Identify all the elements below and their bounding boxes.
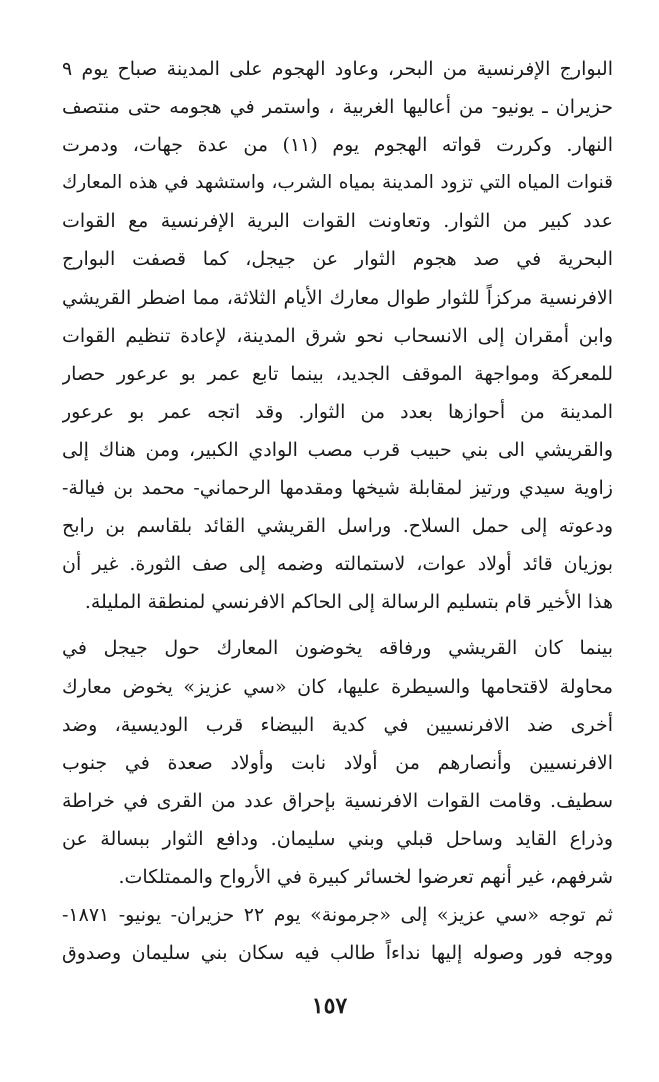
text-line: والقريشي الى بني حبيب قرب مصب الوادي الكبير، ومن هناك إلى [62, 438, 613, 461]
text-line: وذراع القايد وساحل قبلي وبني سليمان. ودافع الثوار ببسالة عن [62, 827, 613, 850]
paragraph-spacer [62, 621, 613, 629]
text-line: أخرى ضد الافرنسيين في كدية البيضاء قرب الوديسية، وضد [62, 713, 613, 736]
text-line: سطيف. وقامت القوات الافرنسية بإحراق عدد من القرى في خراطة [62, 789, 613, 812]
paragraph-3 [62, 896, 613, 972]
page-number: ١٥٧ [311, 993, 348, 1019]
text-line: البوارج الإفرنسية من البحر، وعاود الهجوم على المدينة صباح يوم ٩ [62, 58, 613, 80]
text-line: للمعركة ومواجهة الموقف الجديد، بينما تابع عمر بو عرعور حصار [62, 362, 613, 385]
paragraph-1 [62, 50, 613, 621]
text-line: محاولة لاقتحامها والسيطرة عليها، كان «سي عزيز» يخوض معارك [62, 675, 613, 698]
text-line: زاوية سيدي ورتيز لمقابلة شيخها ومقدمها الرحماني- محمد بن فيالة- [62, 477, 613, 500]
text-line: بوزيان قائد أولاد عوات، لاستمالته وضمه إلى صف الثورة. غير أن [62, 553, 613, 576]
body-text [62, 50, 613, 972]
paragraph-2 [62, 629, 613, 896]
text-line: وابن أمقران إلى الانسحاب نحو شرق المدينة، لإعادة تنظيم القوات [62, 324, 613, 347]
text-line: حزيران ـ يونيو- من أعاليها الغربية ، واستمر في هجومه حتى منتصف [62, 96, 613, 119]
text-line: الافرنسية مركزاً للثوار طوال معارك الأيام الثلاثة، مما اضطر القريشي [62, 286, 613, 309]
text-line: البحرية في صد هجوم الثوار عن جيجل، كما قصفت البوارج [62, 248, 613, 271]
text-line: المدينة من أحوازها بعدد من الثوار. وقد اتجه عمر بو عرعور [62, 400, 613, 423]
text-line: قنوات المياه التي تزود المدينة بمياه الشرب، واستشهد في هذه المعارك [62, 172, 613, 194]
text-line: عدد كبير من الثوار. وتعاونت القوات البرية الإفرنسية مع القوات [62, 210, 613, 233]
text-line: ثم توجه «سي عزيز» إلى «جرمونة» يوم ٢٢ حزيران- يونيو- ١٨٧١- [62, 904, 613, 927]
text-line: الافرنسيين وأنصارهم من أولاد نابت وأولاد صعدة في جنوب [62, 751, 613, 774]
text-line: بينما كان القريشي ورفاقه يخوضون المعارك حول جيجل في [62, 637, 613, 660]
text-line: هذا الأخير قام بتسليم الرسالة إلى الحاكم الافرنسي لمنطقة المليلة. [84, 591, 613, 614]
text-line: ودعوته إلى حمل السلاح. وراسل القريشي القائد بلقاسم بن رابح [62, 515, 613, 538]
text-line: شرفهم، غير أنهم تعرضوا لخسائر كبيرة في الأرواح والممتلكات. [118, 865, 613, 888]
text-line: النهار. وكررت قواته الهجوم يوم (١١) من عدة جهات، ودمرت [62, 134, 613, 157]
text-line: ووجه فور وصوله إليها نداءاً طالب فيه سكان بني سليمان وصدوق [62, 942, 613, 965]
